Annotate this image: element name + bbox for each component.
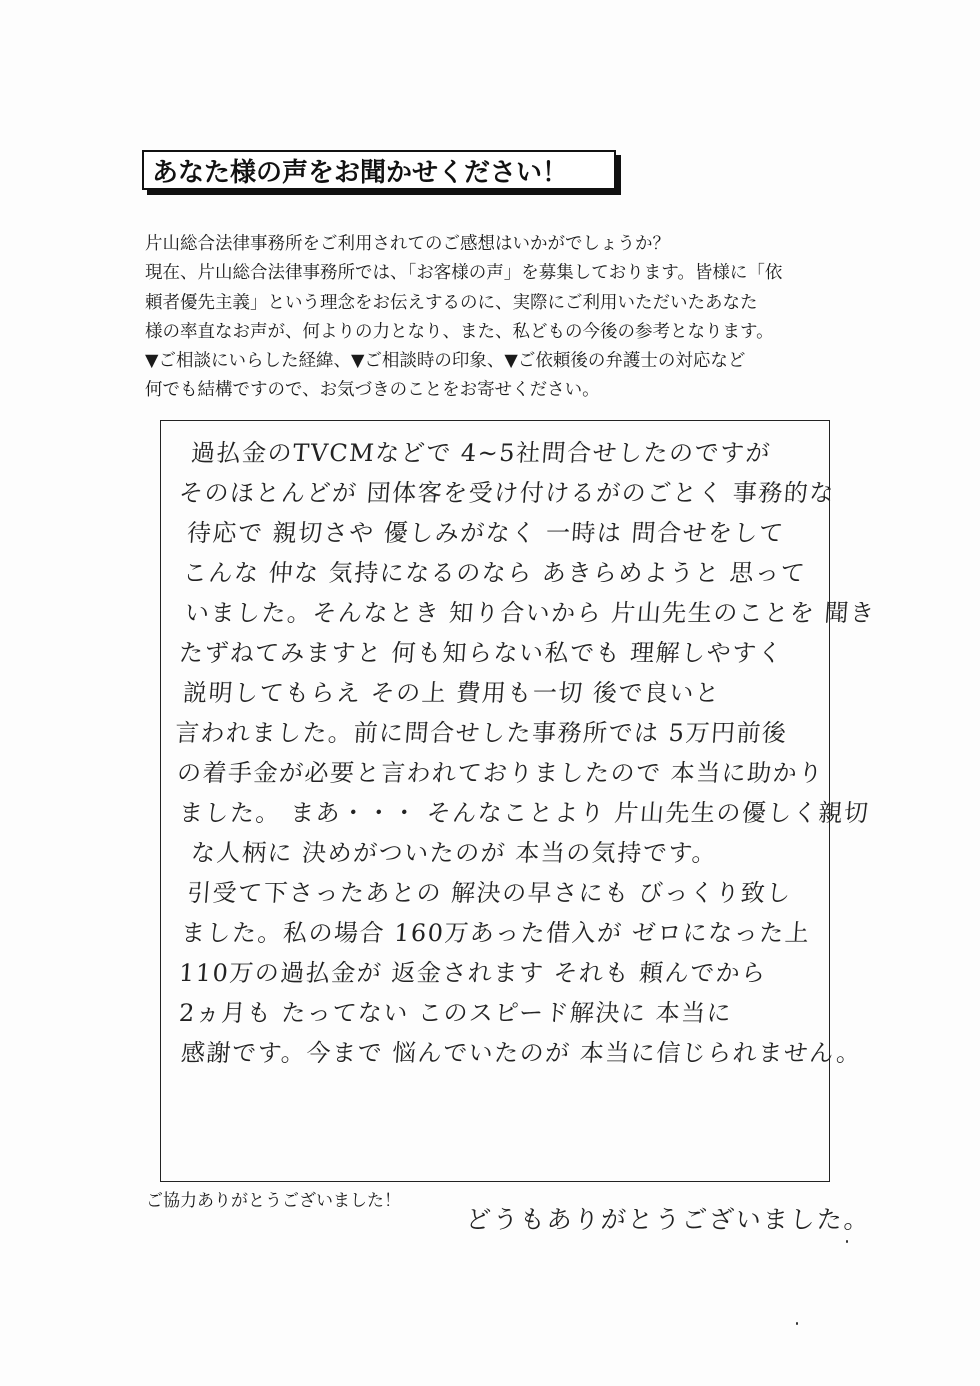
letter-line: ました。 まあ・・・ そんなことより 片山先生の優しく親切 (178, 799, 871, 827)
letter-line: 説明してもらえ その上 費用も一切 後で良いと (182, 679, 722, 707)
intro-line: 片山総合法律事務所をご利用されてのご感想はいかがでしょうか？ (145, 234, 670, 254)
intro-line: 様の率直なお声が、何よりの力となり、また、私どもの今後の参考となります。 (145, 321, 774, 342)
printed-thanks: ご協力ありがとうございました！ (146, 1191, 401, 1211)
letter-line: いました。そんなとき 知り合いから 片山先生のことを 聞き (184, 599, 877, 627)
intro-line: 頼者優先主義」という理念をお伝えするのに、実際にご利用いただいたあなた (145, 292, 758, 313)
letter-line: 待応で 親切さや 優しみがなく 一時は 問合せをして (186, 519, 786, 547)
letter-line: 過払金のTVCMなどで 4~5社問合せしたのですが (190, 439, 773, 467)
intro-line: 現在、片山総合法律事務所では、「お客様の声」を募集しております。皆様に「依 (145, 263, 783, 284)
letter-line: 引受て下さったあとの 解決の早さにも びっくり致し (186, 879, 793, 907)
intro-line: ▼ご相談にいらした経緯、▼ご相談時の印象、▼ご依頼後の弁護士の対応など (145, 351, 746, 372)
intro-line: 何でも結構ですので、お気づきのことをお寄せください。 (145, 380, 600, 401)
intro-paragraph (145, 230, 845, 406)
letter-line: な人柄に 決めがついたのが 本当の気持です。 (190, 839, 719, 867)
title-banner (142, 150, 616, 190)
letter-line: ました。私の場合 160万あった借入が ゼロになった上 (180, 919, 812, 947)
letter-line: 110万の過払金が 返金されます それも 頼んでから (178, 959, 768, 987)
letter-line: こんな 仲な 気持になるのなら あきらめようと 思って (182, 559, 807, 587)
letter-line: たずねてみますと 何も知らない私でも 理解しやすく (178, 639, 785, 667)
letter-line: の着手金が必要と言われておりましたので 本当に助かり (176, 759, 825, 787)
scan-speck (796, 1322, 798, 1325)
letter-line: 2ヵ月も たってない このスピード解決に 本当に (178, 999, 734, 1027)
letter-line: 感謝です。今まで 悩んでいたのが 本当に信じられません。 (180, 1039, 863, 1067)
handwritten-letter-box (160, 420, 877, 1182)
handwritten-letter (173, 433, 877, 1073)
letter-line: 言われました。前に問合せした事務所では 5万円前後 (174, 719, 789, 747)
letter-line: そのほとんどが 団体客を受け付けるがのごとく 事務的な (178, 479, 836, 507)
handwritten-thanks: どうもありがとうございました。 (464, 1205, 872, 1234)
page-title: あなた様の声をお聞かせください！ (152, 157, 569, 188)
scan-speck (846, 1240, 848, 1243)
